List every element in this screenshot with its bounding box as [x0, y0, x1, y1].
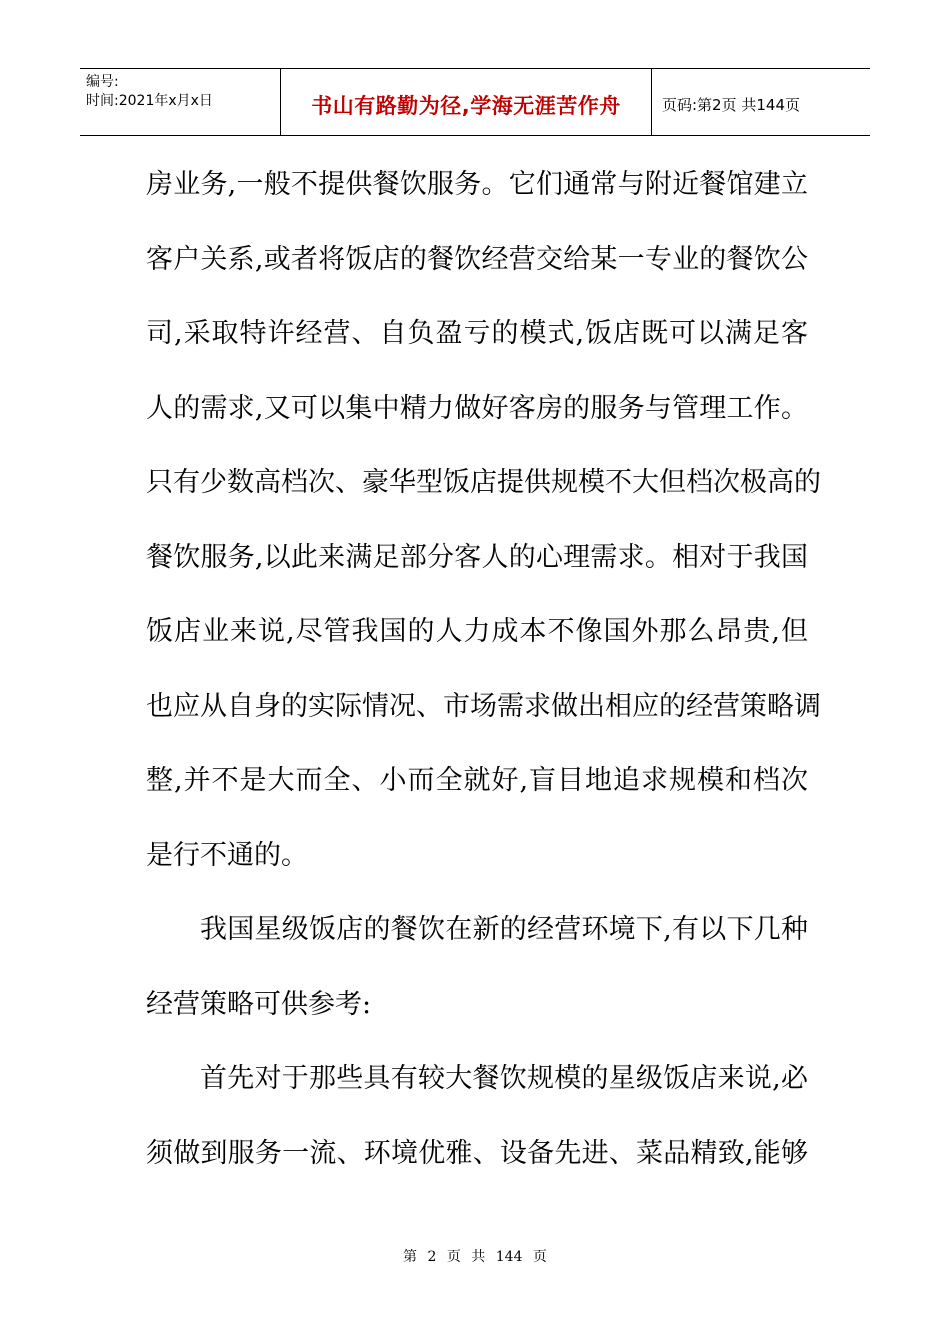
body-line: 客户关系,或者将饭店的餐饮经营交给某一专业的餐饮公 — [146, 243, 808, 275]
body-line: 我国星级饭店的餐饮在新的经营环境下,有以下几种 — [200, 914, 808, 945]
header-meta — [80, 69, 281, 135]
body-line: 是行不通的。 — [146, 839, 308, 871]
body-line: 须做到服务一流、环境优雅、设备先进、菜品精致,能够 — [146, 1137, 808, 1169]
document-date-label: 时间:2021年x月x日 — [86, 93, 213, 109]
document-number-label: 编号: — [86, 74, 119, 90]
body-line: 首先对于那些具有较大餐饮规模的星级饭店来说,必 — [200, 1063, 808, 1094]
body-line: 整,并不是大而全、小而全就好,盲目地追求规模和档次 — [146, 765, 808, 796]
page-header — [80, 68, 870, 136]
body-line: 房业务,一般不提供餐饮服务。它们通常与附近餐馆建立 — [146, 169, 808, 200]
page-footer: 第 2 页 共 144 页 — [403, 1249, 547, 1265]
body-line: 经营策略可供参考: — [146, 988, 372, 1020]
body-line: 人的需求,又可以集中精力做好客房的服务与管理工作。 — [146, 392, 808, 424]
body-line: 司,采取特许经营、自负盈亏的模式,饭店既可以满足客 — [146, 318, 808, 349]
body-line: 餐饮服务,以此来满足部分客人的心理需求。相对于我国 — [146, 541, 808, 573]
body-line: 只有少数高档次、豪华型饭店提供规模不大但档次极高的 — [146, 467, 821, 498]
header-motto: 书山有路勤为径,学海无涯苦作舟 — [281, 69, 652, 135]
body-line: 也应从自身的实际情况、市场需求做出相应的经营策略调 — [146, 690, 821, 722]
header-page-info: 页码:第2页 共144页 — [662, 95, 800, 114]
body-line: 饭店业来说,尽管我国的人力成本不像国外那么昂贵,但 — [146, 616, 808, 647]
document-body — [146, 148, 821, 1191]
